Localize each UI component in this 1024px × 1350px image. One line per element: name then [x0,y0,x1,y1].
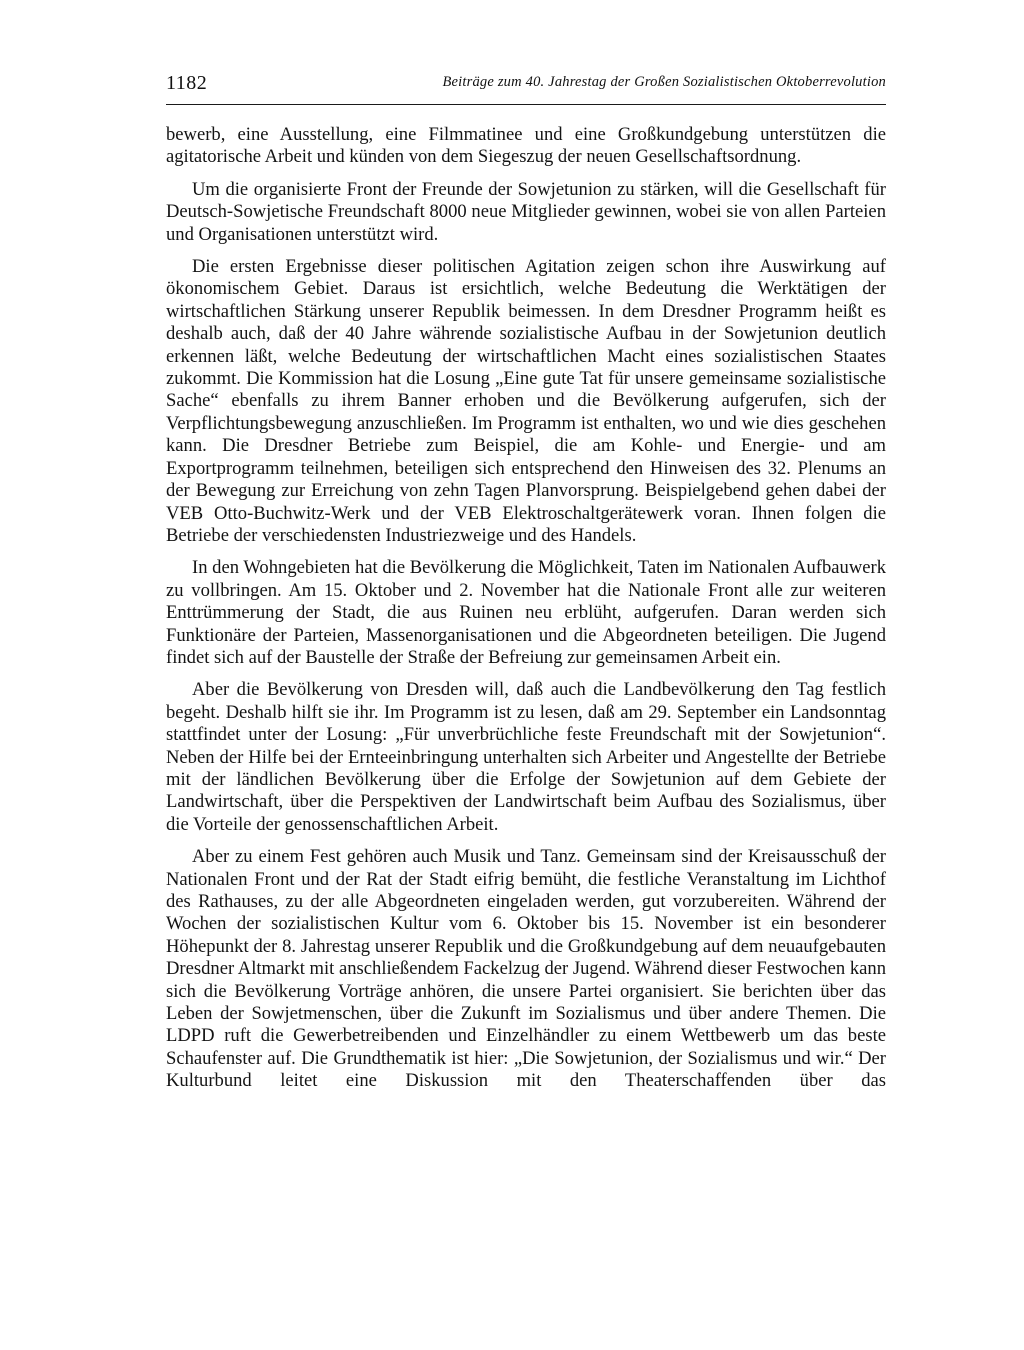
body-text [166,124,886,1093]
running-head: Beiträge zum 40. Jahrestag der Großen Sozialistischen Oktoberrevolution [442,74,886,90]
page-header [166,70,886,105]
paragraph: Die ersten Ergebnisse dieser politischen Agitation zeigen schon ihre Auswirkung auf ökonomischem Gebiet. Daraus ist ersichtlich, welche Bedeutung die Werktätigen der wirtschaftlichen Stärkung unserer Republik beimessen. In dem Dresdner Programm heißt es deshalb auch, daß der 40 Jahre währende sozialistische Aufbau in der Sowjetunion deutlich erkennen läßt, welche Bedeutung der wirtschaftlichen Macht eines sozialistischen Staates zukommt. Die Kommission hat die Losung „Eine gute Tat für unsere gemeinsame sozialistische Sache“ ebenfalls zu ihrem Banner erhoben und die Bevölkerung aufgerufen, sich der Verpflichtungsbewegung anzuschließen. Im Programm ist enthalten, wo und wie dies geschehen kann. Die Dresdner Betriebe zum Beispiel, die am Kohle- und Energie- und am Exportprogramm teilnehmen, beteiligen sich entsprechend den Hinweisen des 32. Plenums an der Bewegung zur Erreichung von zehn Tagen Planvorsprung. Beispielgebend gehen dabei der VEB Otto-Buchwitz-Werk und der VEB Elektroschaltgerätewerk voran. Ihnen folgen die Betriebe der verschiedensten Industriezweige und des Handels. [166,256,886,546]
page-number: 1182 [166,72,208,94]
paragraph: Aber die Bevölkerung von Dresden will, daß auch die Landbevölkerung den Tag festlich begeht. Deshalb hilft sie ihr. Im Programm ist zu lesen, daß am 29. September ein Landsonntag stattfindet unter der Losung: „Für unverbrüchliche feste Freundschaft mit der Sowjetunion“. Neben der Hilfe bei der Ernteeinbringung unterhalten sich Arbeiter und Angestellte der Betriebe mit der ländlichen Bevölkerung über die Erfolge der Sowjetunion auf dem Gebiete der Landwirtschaft, über die Perspektiven der Landwirtschaft beim Aufbau des Sozialismus, über die Vorteile der genossenschaftlichen Arbeit. [166,679,886,835]
paragraph: Um die organisierte Front der Freunde der Sowjetunion zu stärken, will die Gesellschaft für Deutsch-Sowjetische Freundschaft 8000 neue Mitglieder gewinnen, wobei sie von allen Parteien und Organisationen unterstützt wird. [166,178,886,245]
paragraph: In den Wohngebieten hat die Bevölkerung die Möglichkeit, Taten im Nationalen Aufbauwerk zu vollbringen. Am 15. Oktober und 2. November hat die Nationale Front alle zur weiteren Enttrümmerung der Stadt, die aus Ruinen neu erblüht, aufgerufen. Daran werden sich Funktionäre der Parteien, Massenorganisationen und die Abgeordneten beteiligen. Die Jugend findet sich auf der Baustelle der Straße der Befreiung zur gemeinsamen Arbeit ein. [166,557,886,668]
paragraph-continuation: bewerb, eine Ausstellung, eine Filmmatinee und eine Großkundgebung unterstützen die agitatorische Arbeit und künden von dem Siegeszug der neuen Gesellschaftsordnung. [166,124,886,168]
paragraph: Aber zu einem Fest gehören auch Musik und Tanz. Gemeinsam sind der Kreisausschuß der Nationalen Front und der Rat der Stadt eifrig bemüht, die festliche Veranstaltung im Lichthof des Rathauses, zu der alle Abgeordneten eingeladen werden, gut vorzubereiten. Während der Wochen der sozialistischen Kultur vom 6. Oktober bis 15. November ist ein besonderer Höhepunkt der 8. Jahrestag unserer Republik und die Großkundgebung auf dem neuaufgebauten Dresdner Altmarkt mit anschließendem Fackelzug der Jugend. Während dieser Festwochen kann sich die Bevölkerung Vorträge anhören, die unsere Partei organisiert. Sie berichten über das Leben der Sowjetmenschen, über die Zukunft im Sozialismus und über andere Themen. Die LDPD ruft die Gewerbetreibenden und Einzelhändler zu einem Wettbewerb um das beste Schaufenster auf. Die Grundthematik ist hier: „Die Sowjetunion, der Sozialismus und wir.“ Der Kulturbund leitet eine Diskussion mit den Theaterschaffenden über das [166,846,886,1092]
